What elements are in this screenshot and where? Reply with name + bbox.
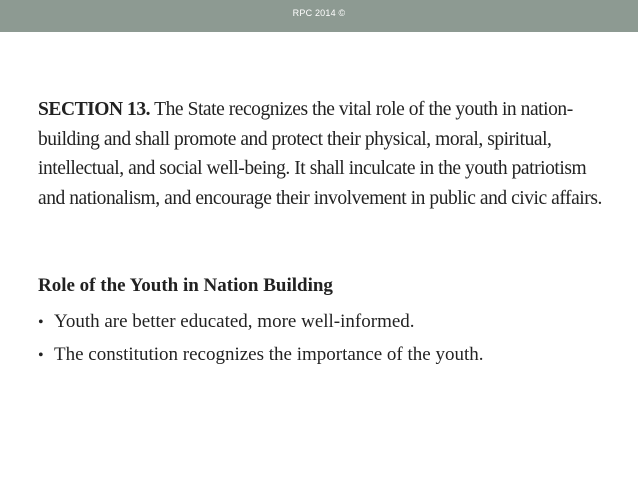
bullet-text: Youth are better educated, more well-informed. [54, 311, 415, 332]
bullet-text: The constitution recognizes the importance of the youth. [54, 344, 484, 365]
role-heading: Role of the Youth in Nation Building [38, 275, 333, 296]
bullet-icon: • [38, 314, 44, 331]
bullet-icon: • [38, 347, 44, 364]
list-item [38, 338, 618, 371]
bullet-list [38, 305, 618, 371]
copyright-text: RPC 2014 © [292, 8, 346, 18]
header-bar [0, 0, 638, 32]
list-item [38, 305, 618, 338]
section-paragraph [38, 95, 603, 213]
section-text: The State recognizes the vital role of the youth in nation-building and shall promote and protect their physical, moral, spiritual, intellectual, and social well-being. It shall inculcate in the youth patriotism and nationalism, and encourage their involvement in public and civic affairs. [38, 99, 602, 209]
section-label: SECTION 13. [38, 99, 151, 120]
